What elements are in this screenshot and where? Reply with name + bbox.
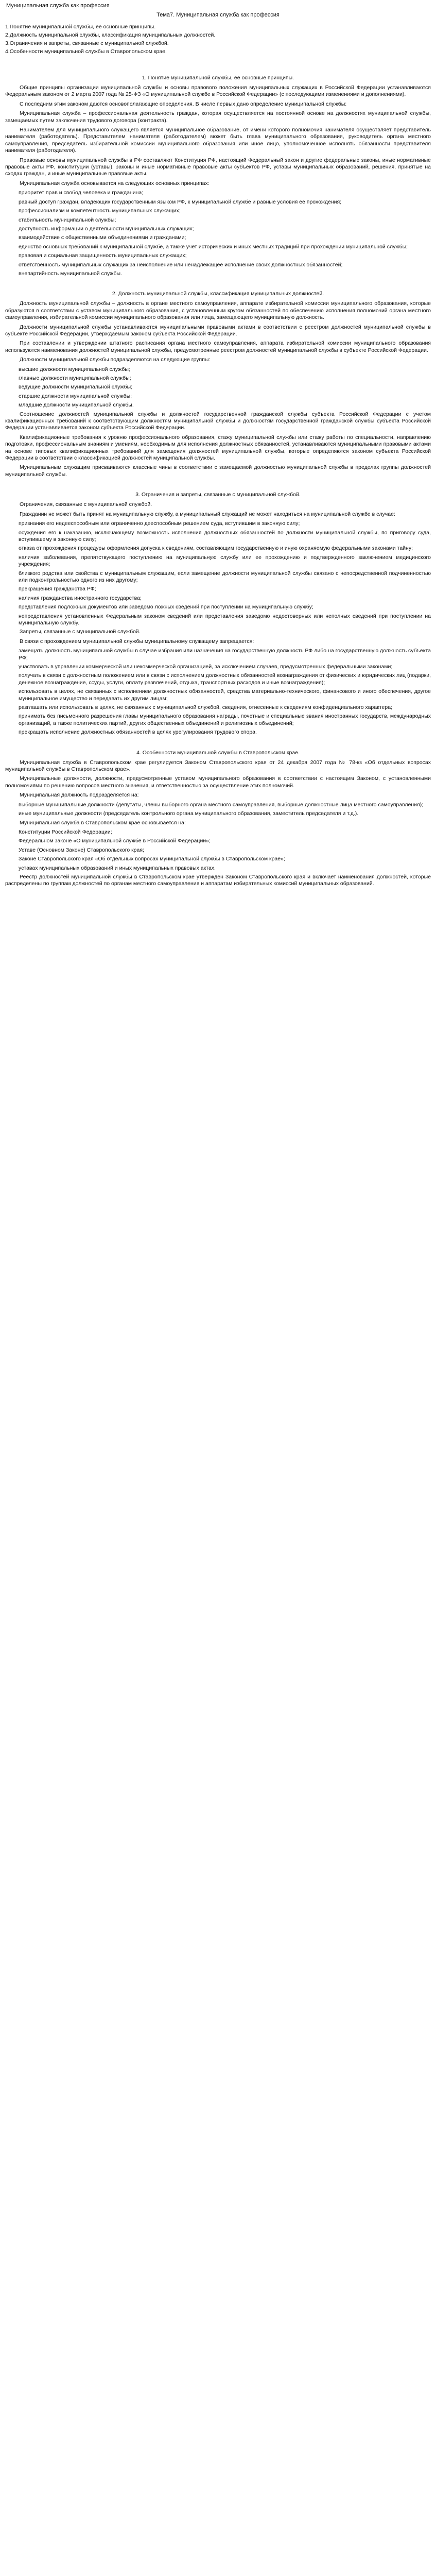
paragraph: Муниципальные должности, должности, предусмотренные уставом муниципального образования в соответствии с настоящим Законом, с установленными полномочиями по решению вопросов местного значения, и ответственностью за осуществление этих полномочий. [5,775,431,789]
list-item: профессионализм и компетентность муниципальных служащих; [19,208,181,214]
list-item: приоритет прав и свобод человека и гражданина; [19,190,144,196]
section-1 [5,75,431,277]
list-item: получать в связи с должностным положением или в связи с исполнением должностных обязанностей вознаграждения от физических и юридических лиц (подарки, денежное вознаграждение, ссуды, услуги, оплату развлечений, отдыха, транспортных расходов и иные вознаграждения); [19,672,431,686]
list-item: равный доступ граждан, владеющих государственным языком РФ, к муниципальной службе и равные условия ее прохождения; [19,198,342,205]
list-item: Конституции Российской Федерации; [19,828,112,835]
list-item: главные должности муниципальной службы; [19,375,131,381]
paragraph: Муниципальная служба в Ставропольском крае основывается на: [20,819,186,826]
paragraph: С последним этим законом даются основополагающие определения. В числе первых дано определение муниципальной службы: [20,100,347,107]
list-item: прекращать исполнение должностных обязанностей в целях урегулирования трудового спора. [19,729,257,736]
list-item: ведущие должности муниципальной службы; [19,384,133,391]
list-item: замещать должность муниципальной службы в случае избрания или назначения на государственную должность РФ либо на государственную должность субъекта РФ; [19,648,431,661]
section-title: 4. Особенности муниципальной службы в Ставропольском крае. [136,749,300,756]
list-item: внепартийность муниципальной службы. [19,270,123,277]
list-item: Уставе (Основном Законе) Ставропольского края; [19,846,144,853]
list-item: представления подложных документов или заведомо ложных сведений при поступлении на муниципальную службу; [19,604,313,611]
paragraph: В связи с прохождением муниципальной службы муниципальному служащему запрещается: [20,638,254,645]
list-item: близкого родства или свойства с муниципальным служащим, если замещение должности муниципальной службы связано с непосредственной подчиненностью или подконтрольностью одного из них другому; [19,570,431,583]
paragraph: Общие принципы организации муниципальной службы и основы правового положения муниципальных служащих в Российской Федерации устанавливаются Федеральным законом от 2 марта 2007 года № 25-ФЗ «О муниципальной службе в Российской Федерации» (с последующими изменениями и дополнениями). [5,84,431,98]
table-of-contents [5,24,431,55]
list-item: единство основных требований к муниципальной службе, а также учет исторических и иных местных традиций при прохождении муниципальной службы; [19,243,408,250]
section-title: 3. Ограничения и запреты, связанные с муниципальной службой. [135,492,301,498]
toc-item: 2.Должность муниципальной службы, классификация муниципальных должностей. [5,32,216,38]
list-item: Законе Ставропольского края «Об отдельных вопросах муниципальной службы в Ставропольском крае»; [19,856,285,862]
list-item: принимать без письменного разрешения главы муниципального образования награды, почетные и специальные звания иностранных государств, международных организаций, а также политических партий, других общественных объединений и религиозных объединений; [19,713,431,726]
toc-item: 1.Понятие муниципальной службы, ее основные принципы. [5,24,156,30]
list-item: прекращения гражданства РФ; [19,586,96,592]
paragraph: При составлении и утверждении штатного расписания органа местного самоуправления, аппарата избирательной комиссии муниципального образования используются наименования должностей муниципальной службы, предусмотренные реестром должностей муниципальной службы в субъекте Российской Федерации. [5,340,431,353]
section-title: 1. Понятие муниципальной службы, ее основные принципы. [142,75,294,81]
list-item: участвовать в управлении коммерческой или некоммерческой организацией, за исключением случаев, предусмотренных федеральными законами; [19,664,393,670]
section-3 [5,492,431,736]
paragraph: Должности муниципальной службы устанавливаются муниципальными правовыми актами в соответствии с реестром должностей муниципальной службы в субъекте Российской Федерации, утверждаемым законом субъекта Российской Федерации. [5,324,431,337]
list-item: признания его недееспособным или ограниченно дееспособным решением суда, вступившим в законную силу; [19,520,300,527]
section-4 [5,750,431,888]
list-item: ответственность муниципальных служащих за неисполнение или ненадлежащее исполнение своих должностных обязанностей; [19,261,343,268]
paragraph: Гражданин не может быть принят на муниципальную службу, а муниципальный служащий не может находиться на муниципальной службе в случае: [20,511,395,517]
paragraph: Муниципальным служащим присваиваются классные чины в соответствии с замещаемой должностью муниципальной службы в пределах группы должностей муниципальной службы. [5,464,431,478]
list-item: доступность информации о деятельности муниципальных служащих; [19,225,194,232]
list-item: непредставления установленных Федеральным законом сведений или представления заведомо недостоверных или неполных сведений при поступлении на муниципальную службу. [19,613,431,626]
paragraph: Должности муниципальной службы подразделяются на следующие группы: [20,357,211,363]
list-item: взаимодействие с общественными объединениями и гражданами; [19,234,186,241]
list-item: младшие должности муниципальной службы. [19,402,134,409]
paragraph: Нанимателем для муниципального служащего является муниципальное образование, от имени которого полномочия нанимателя осуществляет представитель нанимателя (работодатель). Представителем нанимателя (работодателем) может быть глава муниципального образования, руководитель органа местного самоуправления, председатель избирательной комиссии муниципального образования или иное лицо, уполномоченное исполнять обязанности представителя нанимателя (работодателя). [5,127,431,154]
paragraph: Должность муниципальной службы – должность в органе местного самоуправления, аппарате избирательной комиссии муниципального образования, которые образуются в соответствии с уставом муниципального образования, с установленным кругом обязанностей по обеспечению исполнения полномочий органа местного самоуправления, избирательной комиссии муниципального образования или лица, замещающего муниципальную должность. [5,300,431,321]
list-item: наличия гражданства иностранного государства; [19,595,142,601]
list-item: выборные муниципальные должности (депутаты, члены выборного органа местного самоуправления, выборные должностные лица местного самоуправления); [19,801,424,808]
paragraph: Ограничения, связанные с муниципальной службой. [20,501,152,508]
paragraph: Реестр должностей муниципальной службы в Ставропольском крае утвержден Законом Ставропольского края и включает наименования должностей, которые распределены по группам должностей по органам местного самоуправления и аппаратам избирательных комиссий муниципальных образований. [5,873,431,887]
paragraph: Запреты, связанные с муниципальной службой. [20,629,141,635]
list-item: разглашать или использовать в целях, не связанных с муниципальной службой, сведения, отнесенные к сведениям конфиденциального характера; [19,704,392,711]
page-title: Муниципальная служба как профессия [6,3,110,9]
list-item: использовать в целях, не связанных с исполнением должностных обязанностей, средства материально-технического, финансового и иного обеспечения, другое муниципальное имущество и передавать их другим лицам; [19,688,431,702]
list-item: отказа от прохождения процедуры оформления допуска к сведениям, составляющим государственную и иную охраняемую федеральными законами тайну; [19,545,413,552]
list-item: наличия заболевания, препятствующего поступлению на муниципальную службу или ее прохождению и подтвержденного заключением медицинского учреждения; [19,554,431,568]
paragraph: Муниципальная служба в Ставропольском крае регулируется Законом Ставропольского края от 24 декабря 2007 года № 78-кз «Об отдельных вопросах муниципальной службы в Ставропольском крае». [5,759,431,773]
toc-item: 4.Особенности муниципальной службы в Ставропольском крае. [5,48,167,55]
list-item: Федеральном законе «О муниципальной службе в Российской Федерации»; [19,838,211,844]
paragraph: Муниципальная служба – профессиональная деятельность граждан, которая осуществляется на постоянной основе на должностях муниципальной службы, замещаемых путем заключения трудового договора (контракта). [5,110,431,124]
toc-item: 3.Ограничения и запреты, связанные с муниципальной службой. [5,40,169,46]
paragraph: Муниципальная должность подразделяется на: [20,792,139,799]
paragraph: Правовые основы муниципальной службы в РФ составляют Конституция РФ, настоящий Федеральный закон и другие федеральные законы, иные нормативные правовые акты РФ, конституции (уставы), законы и иные нормативные правовые акты субъектов РФ, уставы муниципальных образований, решения, принятые на сходах граждан, и иные муниципальные правовые акты. [5,157,431,177]
list-item: уставах муниципальных образований и иных муниципальных правовых актах. [19,865,216,871]
paragraph: Соотношение должностей муниципальной службы и должностей государственной гражданской службы субъекта Российской Федерации с учетом квалификационных требований к соответствующим должностям муниципальной службы и должностям государственной гражданской службы субъекта Российской Федерации устанавливается законом субъекта Российской Федерации. [5,411,431,431]
paragraph: Муниципальная служба основывается на следующих основных принципах: [20,180,210,187]
list-item: стабильность муниципальной службы; [19,216,116,223]
paragraph: Квалификационные требования к уровню профессионального образования, стажу муниципальной службы или стажу работы по специальности, направлению подготовки, профессиональным знаниям и умениям, необходимым для исполнения должностных обязанностей, устанавливаются муниципальными правовыми актами на основе типовых квалификационных требований для замещения должностей муниципальной службы, которые определяются законом субъекта Российской Федерации в соответствии с классификацией должностей муниципальной службы. [5,434,431,462]
page-subtitle: Тема7. Муниципальная служба как профессия [156,12,280,18]
section-2 [5,291,431,478]
list-item: старшие должности муниципальной службы; [19,393,132,399]
list-item: правовая и социальная защищенность муниципальных служащих; [19,252,187,259]
list-item: осуждения его к наказанию, исключающему возможность исполнения должностных обязанностей по должности муниципальной службы, по приговору суда, вступившему в законную силу; [19,529,431,543]
list-item: иные муниципальные должности (председатель контрольного органа муниципального образования, заместитель председателя и т.д.). [19,810,359,817]
list-item: высшие должности муниципальной службы; [19,366,130,372]
section-title: 2. Должность муниципальной службы, классификация муниципальных должностей. [112,291,324,297]
